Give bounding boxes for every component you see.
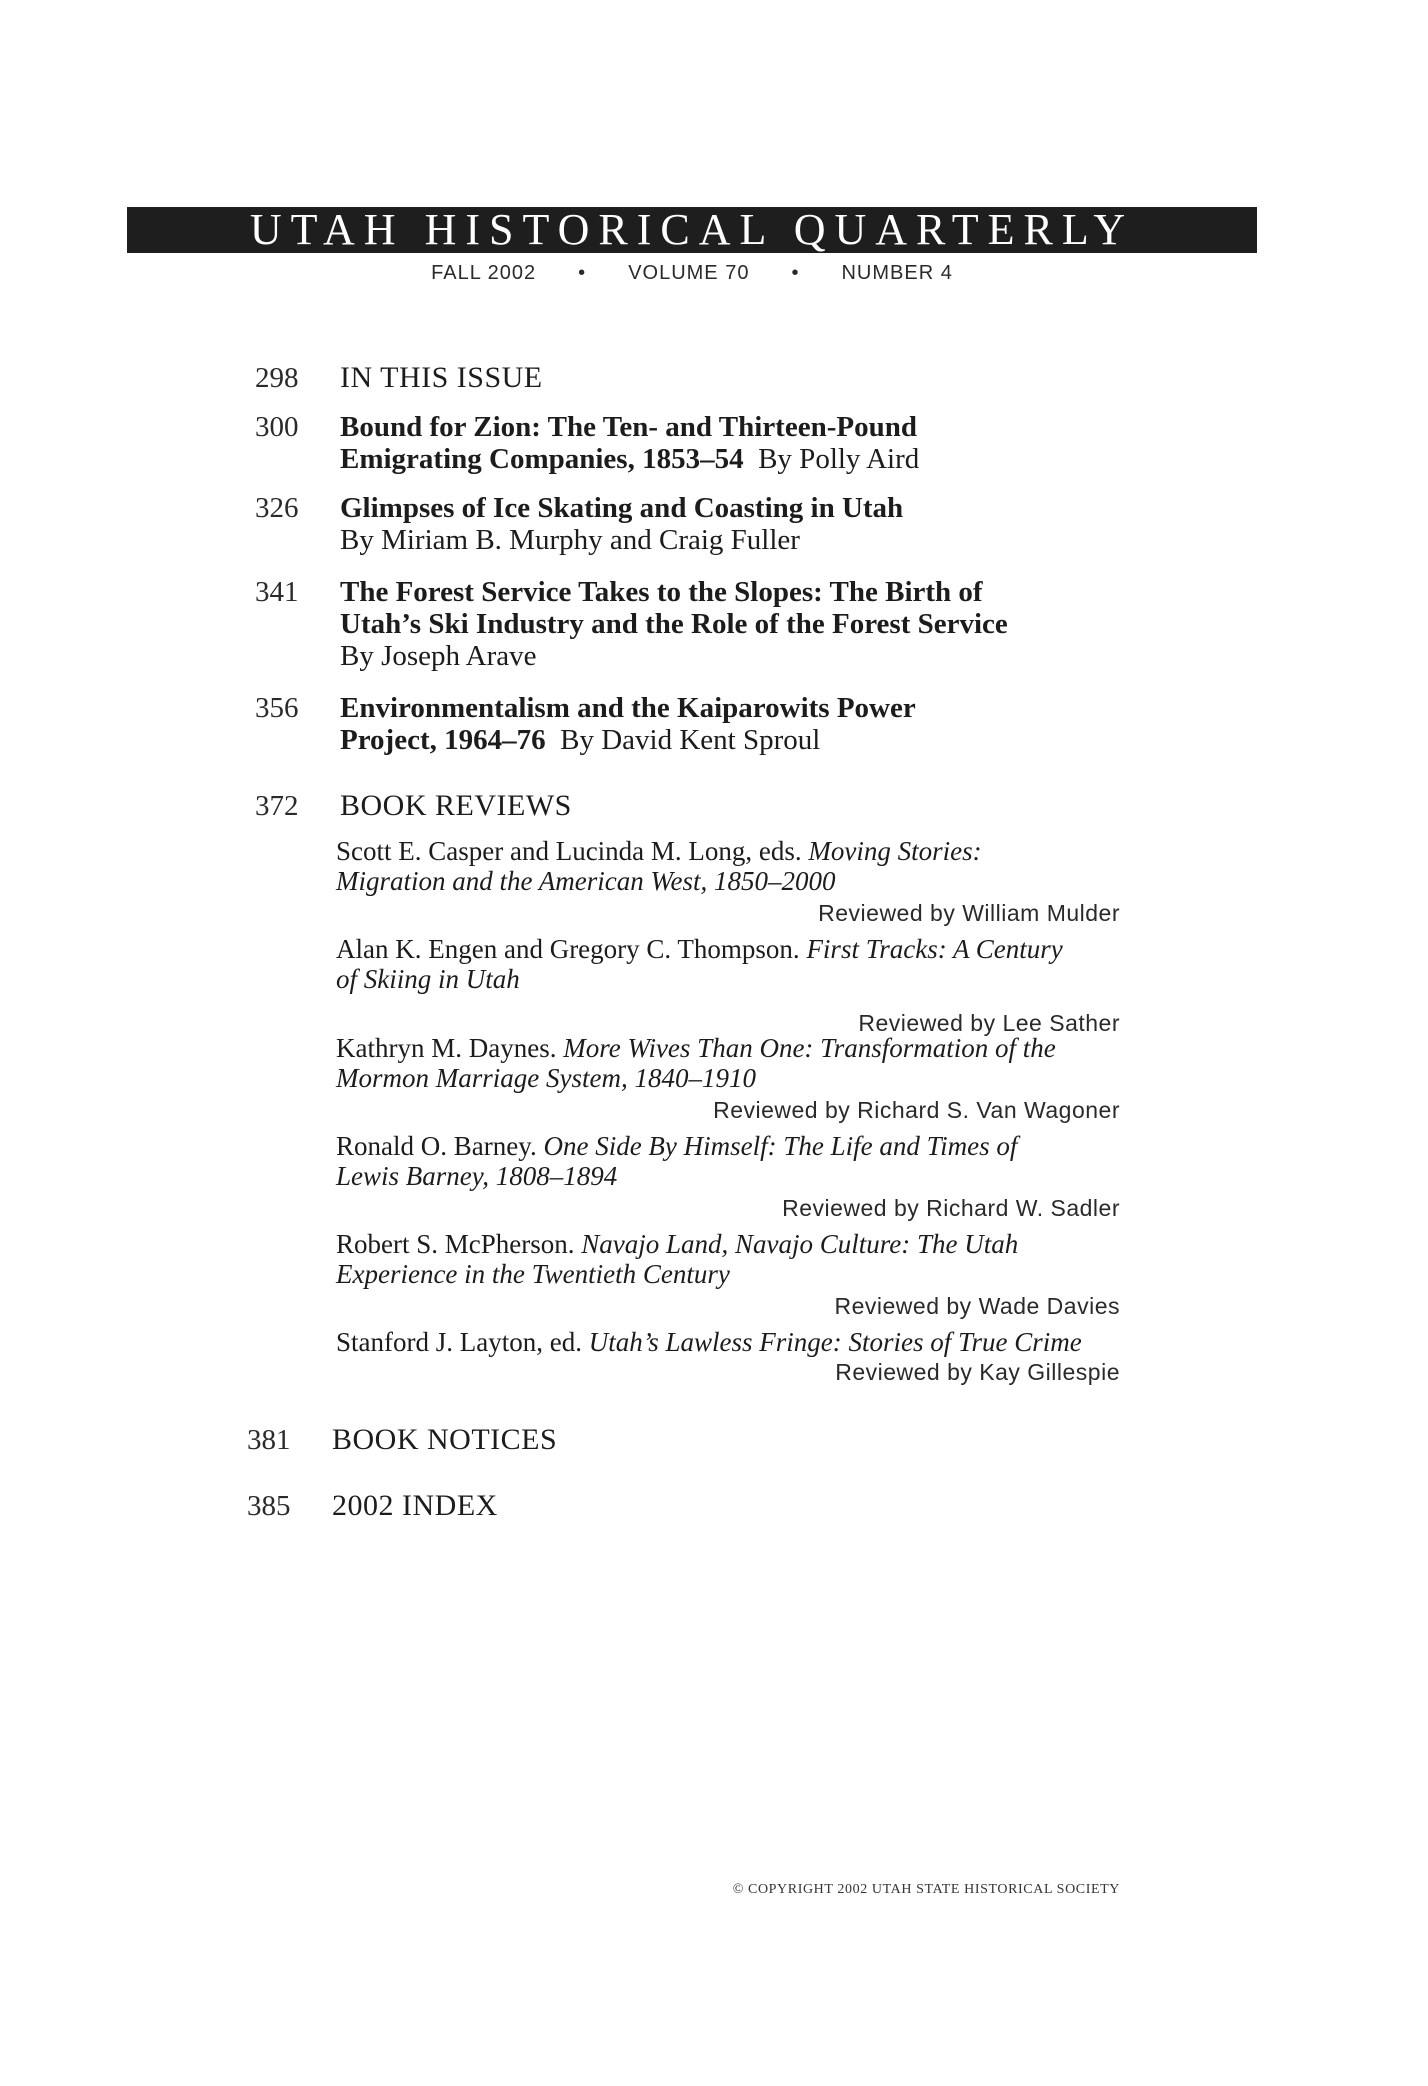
- reviewer-credit: Reviewed by Richard W. Sadler: [782, 1195, 1120, 1221]
- review-work-title-continued: Migration and the American West, 1850–2000: [336, 866, 836, 896]
- article-text: [340, 576, 1160, 672]
- article-byline: By Joseph Arave: [340, 640, 537, 672]
- article-byline: By Polly Aird: [758, 443, 920, 475]
- review-work-title-continued: Lewis Barney, 1808–1894: [336, 1161, 618, 1191]
- article-text: [340, 692, 1160, 756]
- bullet-separator: •: [791, 262, 800, 284]
- book-review-item: [336, 836, 1120, 928]
- article-title-continued: Project, 1964–76: [340, 724, 546, 756]
- journal-title: UTAH HISTORICAL QUARTERLY: [249, 207, 1135, 253]
- section-heading: IN THIS ISSUE: [340, 361, 543, 394]
- section-heading: 2002 INDEX: [332, 1489, 498, 1522]
- page-number: 326: [255, 492, 299, 524]
- book-review-item: [336, 934, 1120, 1038]
- bullet-separator: •: [578, 262, 587, 284]
- review-work-title-continued: Experience in the Twentieth Century: [336, 1259, 730, 1289]
- reviewer-credit: Reviewed by Lee Sather: [858, 1010, 1120, 1036]
- issue-volume: VOLUME 70: [628, 262, 750, 284]
- copyright-notice: © COPYRIGHT 2002 UTAH STATE HISTORICAL SOCIETY: [732, 1882, 1120, 1897]
- review-author: Stanford J. Layton, ed.: [336, 1327, 582, 1357]
- reviewer-credit: Reviewed by Richard S. Van Wagoner: [713, 1097, 1120, 1123]
- review-author: Scott E. Casper and Lucinda M. Long, eds.: [336, 836, 802, 866]
- page-number: 356: [255, 692, 299, 724]
- page-number: 300: [255, 411, 299, 443]
- page-number: 341: [255, 576, 299, 608]
- section-heading: BOOK REVIEWS: [340, 789, 572, 822]
- article-title-continued: Utah’s Ski Industry and the Role of the Forest Service: [340, 608, 1008, 640]
- review-work-title: Moving Stories:: [808, 836, 982, 866]
- issue-info: [127, 262, 1257, 285]
- article-title-continued: Emigrating Companies, 1853–54: [340, 443, 744, 475]
- review-work-title-continued: of Skiing in Utah: [336, 964, 520, 994]
- reviewer-credit: Reviewed by Kay Gillespie: [835, 1359, 1120, 1385]
- article-byline: By David Kent Sproul: [560, 724, 821, 756]
- page-number: 298: [255, 362, 299, 394]
- journal-masthead: [127, 207, 1257, 253]
- review-work-title: Navajo Land, Navajo Culture: The Utah: [581, 1229, 1019, 1259]
- article-text: [340, 411, 1160, 475]
- article-byline: By Miriam B. Murphy and Craig Fuller: [340, 524, 800, 556]
- book-review-item: [336, 1229, 1120, 1321]
- article-title: Bound for Zion: The Ten- and Thirteen-Pound: [340, 411, 917, 443]
- issue-season: FALL 2002: [431, 262, 537, 284]
- review-work-title-continued: Mormon Marriage System, 1840–1910: [336, 1063, 756, 1093]
- book-review-item: [336, 1033, 1120, 1125]
- review-author: Alan K. Engen and Gregory C. Thompson.: [336, 934, 800, 964]
- review-work-title: One Side By Himself: The Life and Times of: [543, 1131, 1018, 1161]
- review-work-title: Utah’s Lawless Fringe: Stories of True Crime: [588, 1327, 1082, 1357]
- page-number: 372: [255, 790, 299, 822]
- reviewer-credit: Reviewed by Wade Davies: [834, 1293, 1120, 1319]
- book-review-item: [336, 1327, 1120, 1387]
- review-author: Kathryn M. Daynes.: [336, 1033, 557, 1063]
- reviewer-credit: Reviewed by William Mulder: [818, 900, 1120, 926]
- article-text: [340, 492, 1160, 556]
- page-number: 381: [247, 1424, 291, 1456]
- issue-number: NUMBER 4: [841, 262, 953, 284]
- article-title: Glimpses of Ice Skating and Coasting in Utah: [340, 492, 904, 524]
- review-work-title: First Tracks: A Century: [806, 934, 1063, 964]
- review-author: Robert S. McPherson.: [336, 1229, 575, 1259]
- book-review-item: [336, 1131, 1120, 1223]
- review-work-title: More Wives Than One: Transformation of the: [563, 1033, 1056, 1063]
- review-author: Ronald O. Barney.: [336, 1131, 537, 1161]
- page-number: 385: [247, 1490, 291, 1522]
- section-heading: BOOK NOTICES: [332, 1423, 558, 1456]
- article-title: The Forest Service Takes to the Slopes: The Birth of: [340, 576, 983, 608]
- article-title: Environmentalism and the Kaiparowits Power: [340, 692, 916, 724]
